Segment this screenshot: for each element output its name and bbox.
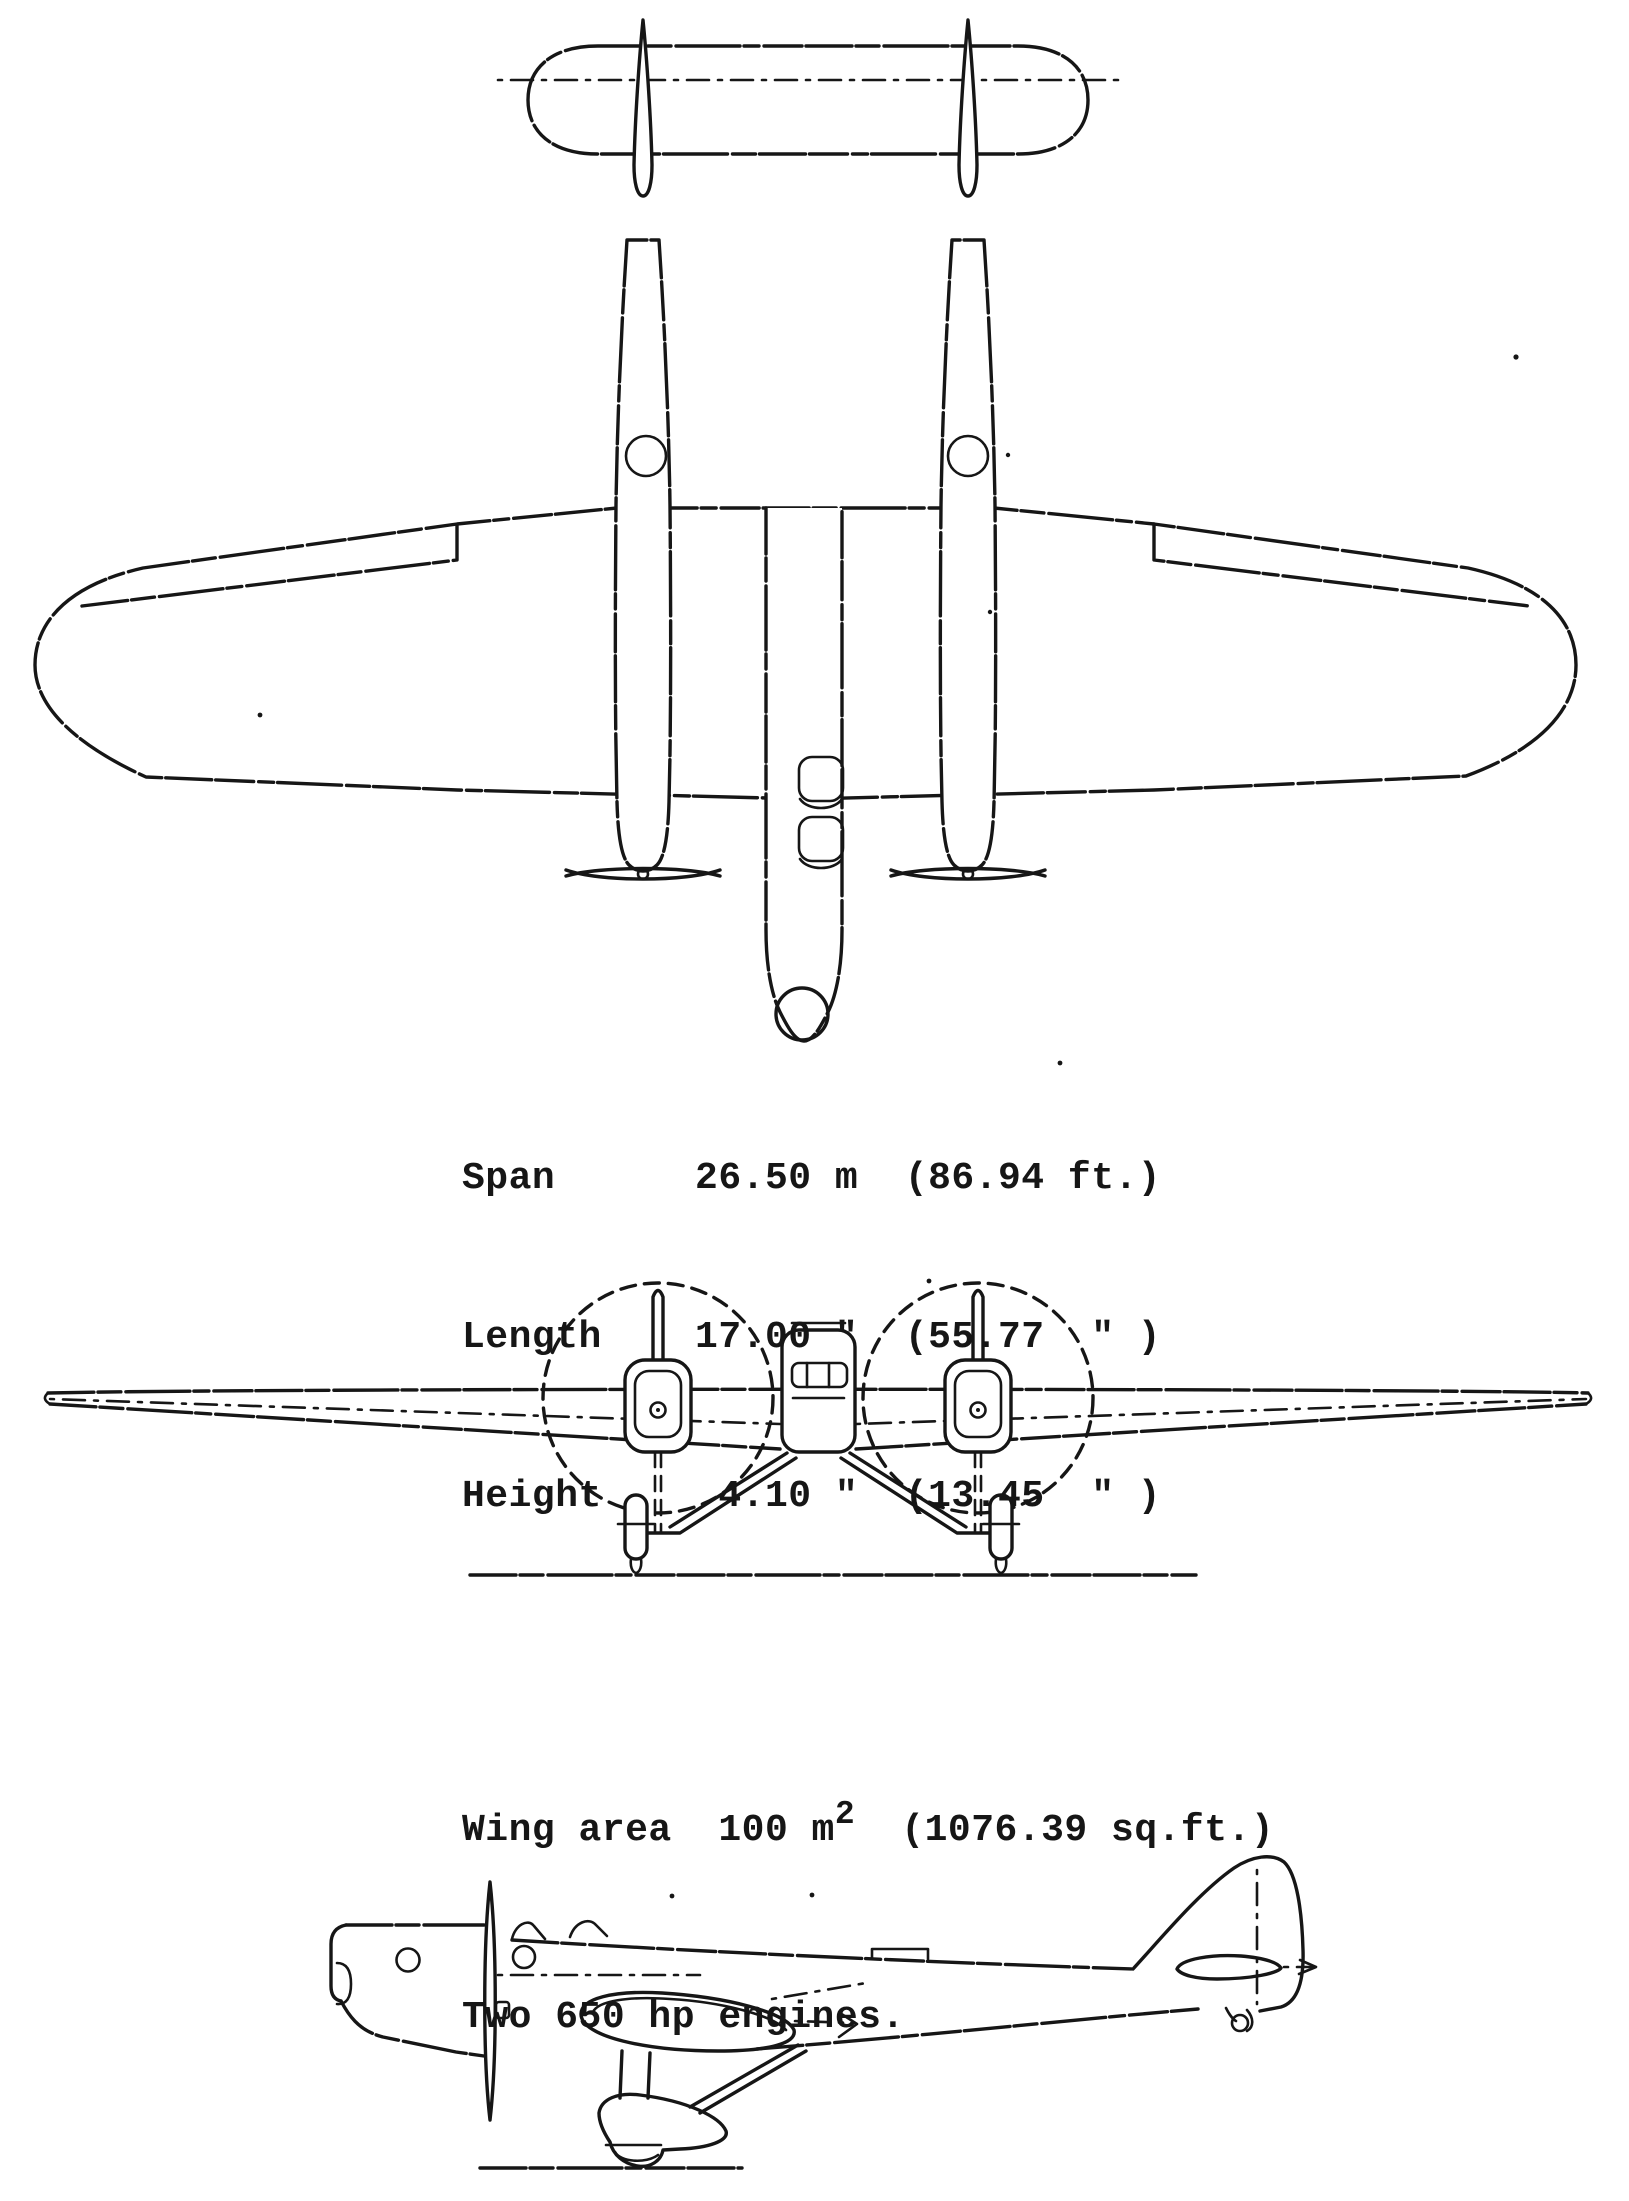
tail-boom-right bbox=[940, 240, 995, 871]
span-spec-line: Span 26.50 m (86.94 ft.) bbox=[462, 1157, 1162, 1200]
plan-view-drawing bbox=[35, 20, 1576, 1041]
height-spec-line: Height 4.10 " (13.45 " ) bbox=[462, 1475, 1162, 1518]
engines-spec-line: Two 650 hp engines. bbox=[462, 1996, 905, 2039]
tail-boom-left bbox=[615, 240, 670, 871]
nose-porthole bbox=[397, 1949, 420, 1972]
wing-area-spec-line bbox=[462, 1796, 1275, 1863]
aileron-left bbox=[82, 524, 457, 606]
wing-area-prefix: Wing area 100 m bbox=[462, 1809, 835, 1852]
length-spec-line: Length 17.00 " (55.77 " ) bbox=[462, 1316, 1162, 1359]
fuselage-pod bbox=[766, 508, 842, 1041]
square-meter-superscript: 2 bbox=[834, 1796, 855, 1833]
wing-area-suffix: (1076.39 sq.ft.) bbox=[854, 1809, 1275, 1852]
wing-area-specs-block bbox=[462, 1676, 1274, 2173]
dimension-specs-block bbox=[462, 1046, 1161, 1629]
aileron-right bbox=[1154, 524, 1529, 606]
nose-cap bbox=[337, 1963, 351, 2004]
tailplane-outline bbox=[528, 46, 1088, 154]
